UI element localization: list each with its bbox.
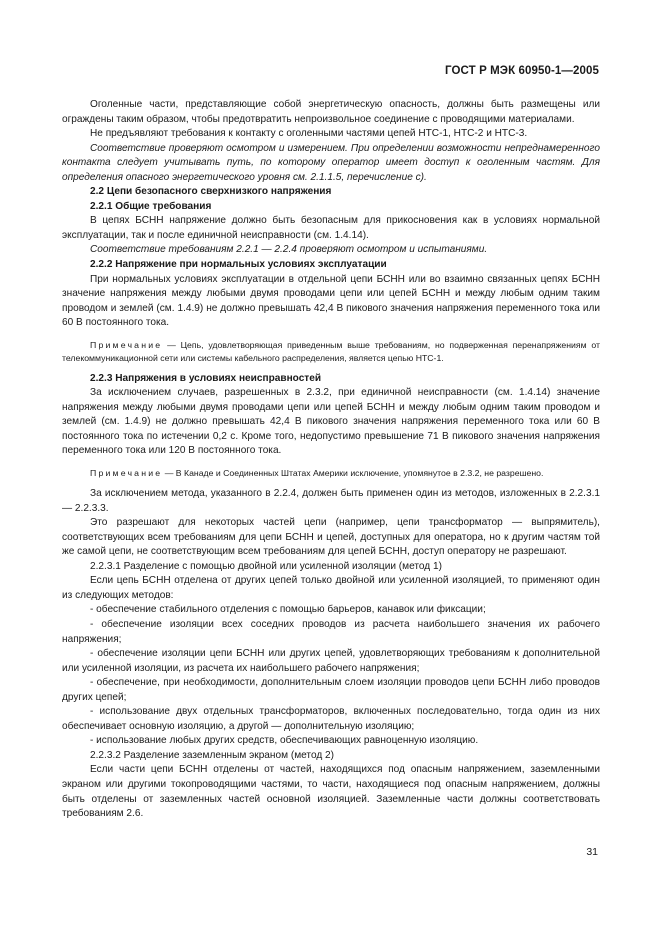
note-text: — В Канаде и Соединенных Штатах Америки исключение, упомянутое в 2.3.2, не разрешено. <box>162 468 544 479</box>
paragraph: Если части цепи БСНН отделены от частей, находящихся под опасным напряжением, заземленными экраном или другими токопроводящими частями, то части, находящиеся под опасным напряжением, должны быть отделены от заземленных частей основной изоляцией. Заземленные части должны соответствовать требованиям 2.6. <box>62 764 600 820</box>
clause-heading: 2.2.3.1 Разделение с помощью двойной или усиленной изоляции (метод 1) <box>90 560 442 572</box>
subsection-heading: 2.2.2 Напряжение при нормальных условиях эксплуатации <box>90 259 387 271</box>
paragraph: Если цепь БСНН отделена от других цепей только двойной или усиленной изоляцией, то применяют один из следующих методов: <box>62 575 600 601</box>
paragraph: Это разрешают для некоторых частей цепи (например, цепи трансформатор — выпрямитель), соответствующих всем требованиям для цепи БСНН и цепей, доступных для оператора, но к другим частям той же самой цепи, не соответствующим всем требованиям для цепей БСНН, доступ оператору не разрешают. <box>62 517 600 558</box>
note-label: Примечание <box>90 468 163 479</box>
note-label: Примечание <box>90 339 163 350</box>
list-item: - использование двух отдельных трансформаторов, включенных последовательно, тогда один из них обеспечивает основную изоляцию, а другой — дополнительную изоляцию; <box>62 706 600 732</box>
list-item: - обеспечение стабильного отделения с помощью барьеров, канавок или фиксации; <box>90 604 486 616</box>
paragraph: В цепях БСНН напряжение должно быть безопасным для прикосновения как в условиях нормальной эксплуатации, так и после единичной неисправности (см. 1.4.14). <box>62 215 600 241</box>
list-item: - обеспечение изоляции всех соседних проводов из расчета наибольшего значения их рабочего напряжения; <box>62 618 600 645</box>
note <box>62 339 600 365</box>
clause-heading: 2.2.3.2 Разделение заземленным экраном (метод 2) <box>90 749 334 761</box>
note-text: — Цепь, удовлетворяющая приведенным выше требованиям, но подверженная перенапряжениям от телекоммуникационной сети или системы кабельного распределения, является цепью НТС-1. <box>62 339 600 363</box>
section-heading: 2.2 Цепи безопасного сверхнизкого напряжения <box>90 186 332 198</box>
compliance-paragraph: Соответствие проверяют осмотром и измерением. При определении возможности непреднамеренного контакта следует учитывать путь, по которому оператор имеет доступ к оголенным частям. Для определения опасного энергетического уровня см. 2.1.1.5, перечисление с). <box>62 142 600 183</box>
list-item: - обеспечение, при необходимости, дополнительным слоем изоляции проводов цепи БСНН либо проводов других цепей; <box>62 677 600 703</box>
note <box>62 467 600 480</box>
document-body <box>62 98 600 822</box>
subsection-heading: 2.2.3 Напряжения в условиях неисправностей <box>90 372 322 384</box>
paragraph: Не предъявляют требования к контакту с оголенными частями цепей НТС-1, НТС-2 и НТС-3. <box>90 128 528 140</box>
page-number: 31 <box>586 846 598 858</box>
paragraph: За исключением случаев, разрешенных в 2.3.2, при единичной неисправности (см. 1.4.14) значение напряжения между любыми двумя проводами цепи или цепей БСНН и между любым одним таким проводом и землей (см. 1.4.9) не должно превышать 42,4 В пикового значения напряжения переменного тока или 60 В постоянного тока по истечении 0,2 с. Кроме того, недопустимо превышение 71 В пикового значения напряжения переменного тока или 120 В постоянного тока. <box>62 387 600 457</box>
standard-code: ГОСТ Р МЭК 60950-1—2005 <box>445 65 599 77</box>
paragraph: Оголенные части, представляющие собой энергетическую опасность, должны быть размещены или ограждены таким образом, чтобы предотвратить непроизвольное соединение с проводящими материалами. <box>62 99 600 125</box>
subsection-heading: 2.2.1 Общие требования <box>90 200 212 212</box>
paragraph: За исключением метода, указанного в 2.2.4, должен быть применен один из методов, изложенных в 2.2.3.1 — 2.2.3.3. <box>62 488 600 514</box>
paragraph: При нормальных условиях эксплуатации в отдельной цепи БСНН или во взаимно связанных цепях БСНН значение напряжения между любыми двумя проводами цепи или цепей БСНН и между любым одним таким проводом и землей (см. 1.4.9) не должно превышать 42,4 В пикового значения напряжения переменного тока или 60 В постоянного тока. <box>62 273 600 329</box>
compliance-paragraph: Соответствие требованиям 2.2.1 — 2.2.4 проверяют осмотром и испытаниями. <box>90 244 488 256</box>
list-item: - обеспечение изоляции цепи БСНН или других цепей, удовлетворяющих требованиям к дополнительной или усиленной изоляции, из расчета их наибольшего рабочего напряжения; <box>62 648 600 674</box>
list-item: - использование любых других средств, обеспечивающих равноценную изоляцию. <box>90 735 479 747</box>
